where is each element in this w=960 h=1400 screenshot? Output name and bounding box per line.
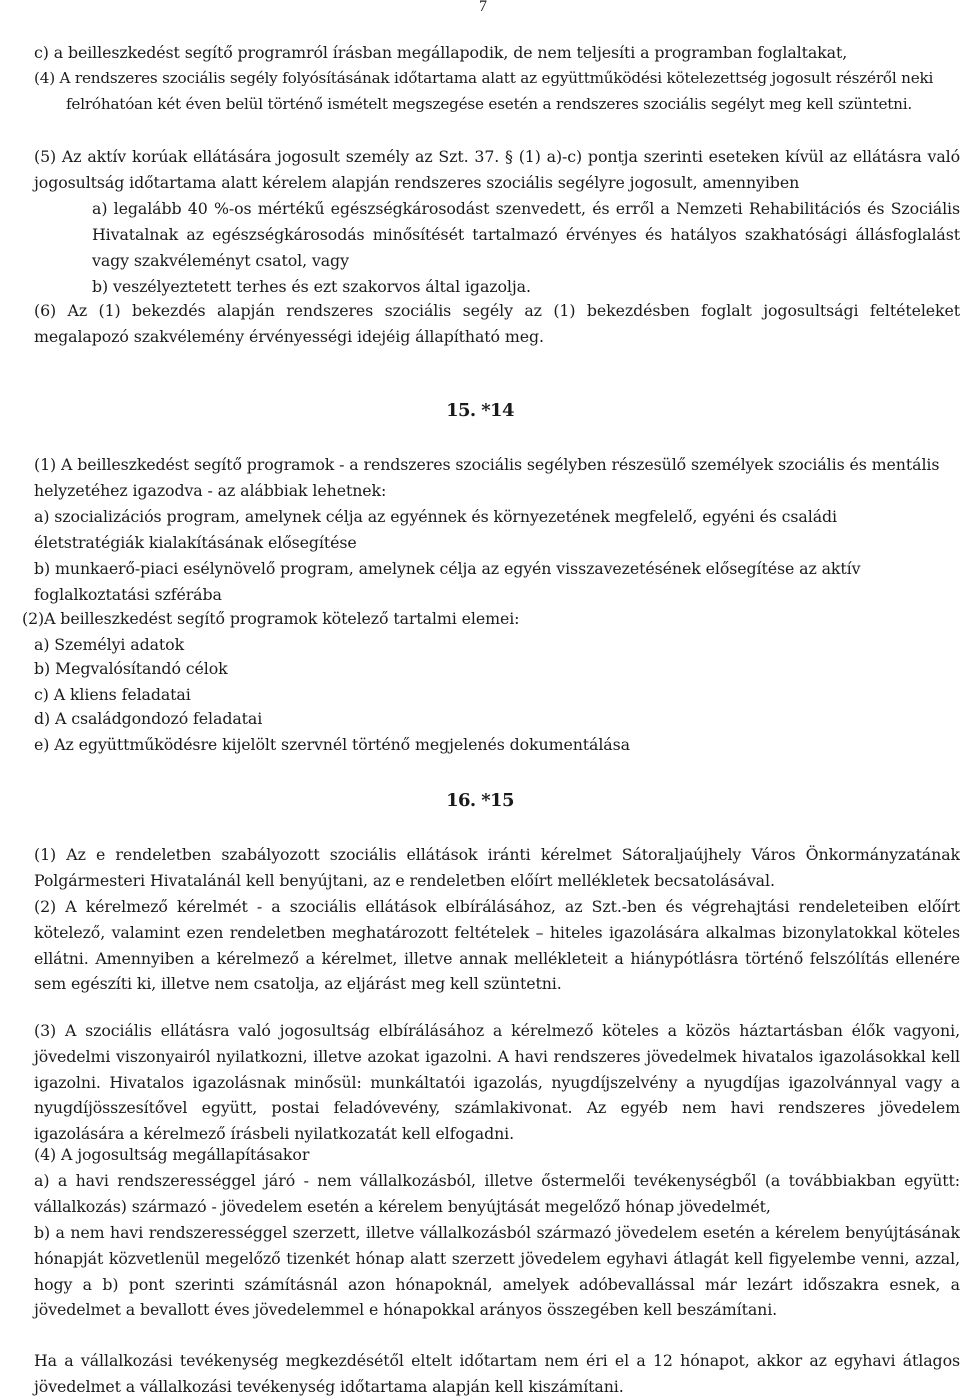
list-item: e) Az együttműködésre kijelölt szervnél történő megjelenés dokumentálása bbox=[34, 735, 630, 754]
paragraph-5-b: b) veszélyeztetett terhes és ezt szakorvos által igazolja. bbox=[92, 277, 531, 296]
paragraph-4 bbox=[34, 66, 948, 118]
section-16-item-a: a) a havi rendszerességgel járó - nem vállalkozásból, illetve őstermelői tevékenységből (a továbbiakban együtt: vállalkozás) származó - jövedelem esetén a kérelem benyújtását megelőző hónap jövedelmét, bbox=[34, 1171, 960, 1216]
clause-c: c) a beilleszkedést segítő programról írásban megállapodik, de nem teljesíti a programban foglaltakat, bbox=[34, 43, 848, 62]
section-15-heading: 15. *14 bbox=[446, 400, 514, 421]
section-16-heading: 16. *15 bbox=[446, 790, 514, 811]
section-16-paragraph-3: (3) A szociális ellátásra való jogosultság elbírálásához a kérelmező köteles a közös háztartásban élők vagyoni, jövedelmi viszonyairól nyilatkozni, illetve azokat igazolni. A havi rendszeres jövedelmek hivatalos igazolásokkal kell igazolni. Hivatalos igazolásnak minősül: munkáltatói igazolás, nyugdíjszelvény a nyugdíjas igazolvánnyal vagy a nyugdíjösszesítővel együtt, postai feladóvevény, számlakivonat. Az egyéb nem havi rendszeres jövedelem igazolására a kérelmező írásbeli nyilatkozatát kell elfogadni. bbox=[34, 1021, 960, 1144]
list-item: c) A kliens feladatai bbox=[34, 685, 191, 704]
list-item: d) A családgondozó feladatai bbox=[34, 709, 263, 728]
section-16-paragraph-1: (1) Az e rendeletben szabályozott szociális ellátások iránti kérelmet Sátoraljaújhely Város Önkormányzatának Polgármesteri Hivatalánál kell benyújtani, az e rendeletben előírt mellékletek becsatolásával. bbox=[34, 845, 960, 890]
list-item: b) Megvalósítandó célok bbox=[34, 659, 228, 678]
section-15-paragraph-2: (2)A beilleszkedést segítő programok kötelező tartalmi elemei: bbox=[22, 609, 520, 628]
section-15-item-a: a) szocializációs program, amelynek célja az egyénnek és környezetének megfelelő, egyéni és családi életstratégiák kialakításának elősegítése bbox=[34, 507, 837, 552]
section-16-closing-paragraph: Ha a vállalkozási tevékenység megkezdésétől eltelt időtartam nem éri el a 12 hónapot, akkor az egyhavi átlagos jövedelmet a vállalkozási tevékenység időtartama alapján kell kiszámítani. bbox=[34, 1351, 960, 1396]
section-16-paragraph-4: (4) A jogosultság megállapításakor bbox=[34, 1145, 310, 1164]
page-number: 7 bbox=[479, 0, 487, 15]
list-item: a) Személyi adatok bbox=[34, 635, 185, 654]
paragraph-5-a: a) legalább 40 %-os mértékű egészségkárosodást szenvedett, és erről a Nemzeti Rehabilitációs és Szociális Hivatalnak az egészségkárosodás minősítését tartalmazó érvényes és hatályos szakhatósági állásfoglalást vagy szakvéleményt csatol, vagy bbox=[92, 199, 960, 270]
section-16-item-b: b) a nem havi rendszerességgel szerzett, illetve vállalkozásból származó jövedelem esetén a kérelem benyújtásának hónapját közvetlenül megelőző tizenkét hónap alatt szerzett jövedelem egyhavi átlagát kell figyelembe venni, azzal, hogy a b) pont szerinti számításnál azon hónapoknál, amelyek adóbevallással már lezárt időszakra esnek, a jövedelmet a bevallott éves jövedelemmel e hónapokkal arányos összegében kell beszámítani. bbox=[34, 1223, 960, 1320]
paragraph-4-text: (4) A rendszeres szociális segély folyósításának időtartama alatt az együttműködési kötelezettség jogosult részéről neki felróhatóan két éven belül történő ismételt megszegése esetén a rendszeres szociális segélyt meg kell szüntetni. bbox=[34, 69, 934, 113]
paragraph-5: (5) Az aktív korúak ellátására jogosult személy az Szt. 37. § (1) a)-c) pontja szerinti eseteken kívül az ellátásra való jogosultság időtartama alatt kérelem alapján rendszeres szociális segélyre jogosult, amennyiben bbox=[34, 147, 960, 192]
section-15-paragraph-1: (1) A beilleszkedést segítő programok - a rendszeres szociális segélyben részesülő személyek szociális és mentális helyzetéhez igazodva - az alábbiak lehetnek: bbox=[34, 455, 940, 500]
paragraph-6: (6) Az (1) bekezdés alapján rendszeres szociális segély az (1) bekezdésben foglalt jogosultsági feltételeket megalapozó szakvélemény érvényességi idejéig állapítható meg. bbox=[34, 301, 960, 346]
section-15-item-b: b) munkaerő-piaci esélynövelő program, amelynek célja az egyén visszavezetésének elősegítése az aktív foglalkoztatási szférába bbox=[34, 559, 861, 604]
section-16-paragraph-2: (2) A kérelmező kérelmét - a szociális ellátások elbírálásához, az Szt.-ben és végrehajtási rendeleteiben előírt kötelező, valamint ezen rendeletben meghatározott feltételek – hiteles igazolására alkalmas bizonylatokkal köteles ellátni. Amennyiben a kérelmező a kérelmet, illetve annak mellékleteit a hiánypótlásra történő felszólítás ellenére sem egészíti ki, illetve nem csatolja, az eljárást meg kell szüntetni. bbox=[34, 897, 960, 994]
